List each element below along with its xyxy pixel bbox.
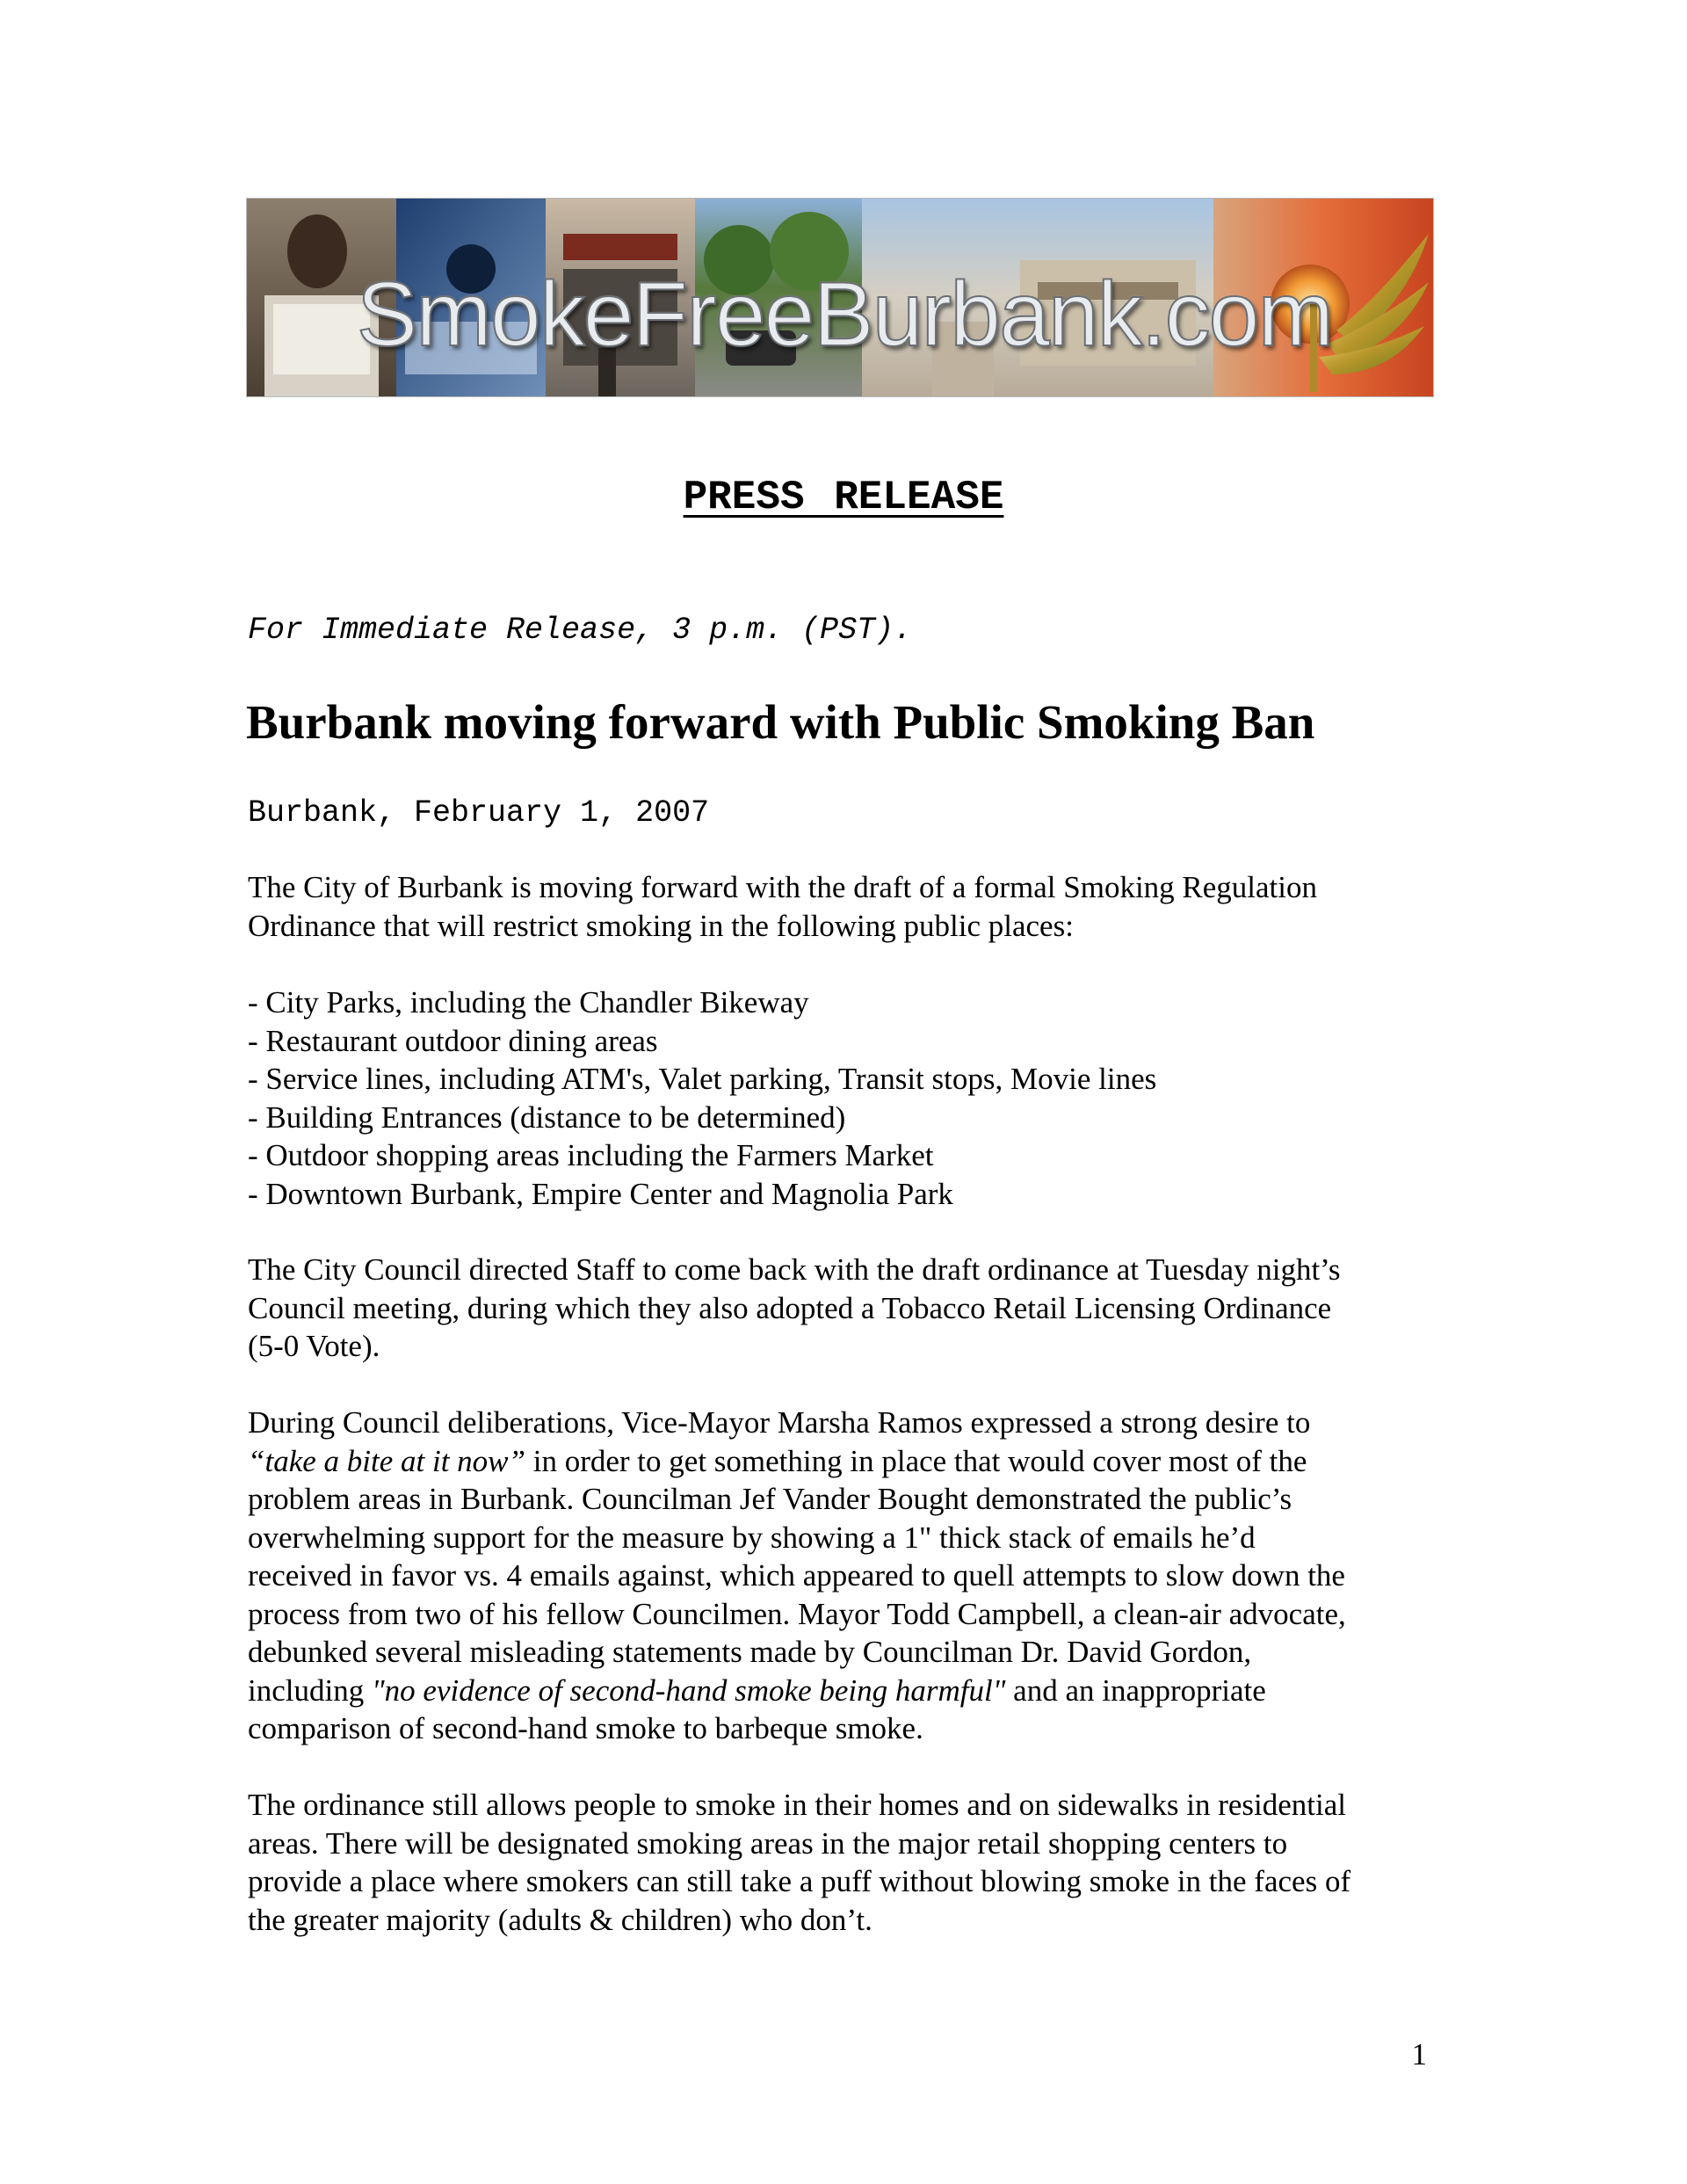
list-item: - Downtown Burbank, Empire Center and Magnolia Park [248,1176,953,1211]
text-line: overwhelming support for the measure by showing a 1" thick stack of emails he’d [248,1520,1256,1555]
list-item: - Restaurant outdoor dining areas [248,1023,658,1058]
dateline: Burbank, February 1, 2007 [248,795,710,831]
text-line: areas. There will be designated smoking areas in the major retail shopping centers to [248,1825,1288,1861]
text-line: provide a place where smokers can still take a puff without blowing smoke in the faces of [248,1864,1351,1898]
text-line: (5-0 Vote). [248,1329,380,1363]
page-number: 1 [1411,2037,1427,2072]
banner-site-name: SmokeFreeBurbank.com [356,264,1333,366]
text-line: problem areas in Burbank. Councilman Jef Vander Bought demonstrated the public’s [248,1482,1292,1516]
list-item: - Outdoor shopping areas including the Farmers Market [248,1138,934,1172]
paragraph-council [248,1251,1460,1366]
public-places-list [248,983,1460,1213]
quote-no-evidence: "no evidence of second-hand smoke being harmful" [371,1672,1006,1708]
quote-take-a-bite: “take a bite at it now” [248,1443,525,1478]
paragraph-intro [248,868,1460,945]
list-item: - Service lines, including ATM's, Valet parking, Transit stops, Movie lines [248,1062,1157,1096]
text-segment: and an inappropriate [1005,1672,1266,1708]
text-line: process from two of his fellow Councilmen. Mayor Todd Campbell, a clean-air advocate, [248,1596,1346,1631]
site-banner [246,198,1434,397]
list-item: - City Parks, including the Chandler Bikeway [248,985,809,1019]
text-line: comparison of second-hand smoke to barbeque smoke. [248,1711,923,1745]
text-line: The City of Burbank is moving forward with the draft of a formal Smoking Regulation [248,870,1318,904]
text-segment: in order to get something in place that would cover most of the [525,1443,1307,1478]
text-line: the greater majority (adults & children) who don’t. [248,1902,872,1937]
text-line [248,1442,1460,1481]
release-timing: For Immediate Release, 3 p.m. (PST). [248,613,913,648]
page-title: PRESS RELEASE [683,475,1004,520]
text-segment: including [248,1672,372,1708]
headline: Burbank moving forward with Public Smoking Ban [246,695,1315,749]
text-line: The ordinance still allows people to smoke in their homes and on sidewalks in residential [248,1788,1347,1822]
text-line: Ordinance that will restrict smoking in the following public places: [248,908,1074,943]
paragraph-ordinance-allowances [248,1786,1460,1939]
text-line: During Council deliberations, Vice-Mayor Marsha Ramos expressed a strong desire to [248,1405,1311,1440]
list-item: - Building Entrances (distance to be determined) [248,1099,846,1135]
text-line: debunked several misleading statements made by Councilman Dr. David Gordon, [248,1635,1252,1669]
text-line: Council meeting, during which they also adopted a Tobacco Retail Licensing Ordinance [248,1290,1332,1325]
text-line [248,1672,1460,1710]
text-line: The City Council directed Staff to come back with the draft ordinance at Tuesday night’s [248,1252,1341,1287]
paragraph-deliberations [248,1404,1460,1748]
text-line: received in favor vs. 4 emails against, which appeared to quell attempts to slow down the [248,1558,1345,1593]
